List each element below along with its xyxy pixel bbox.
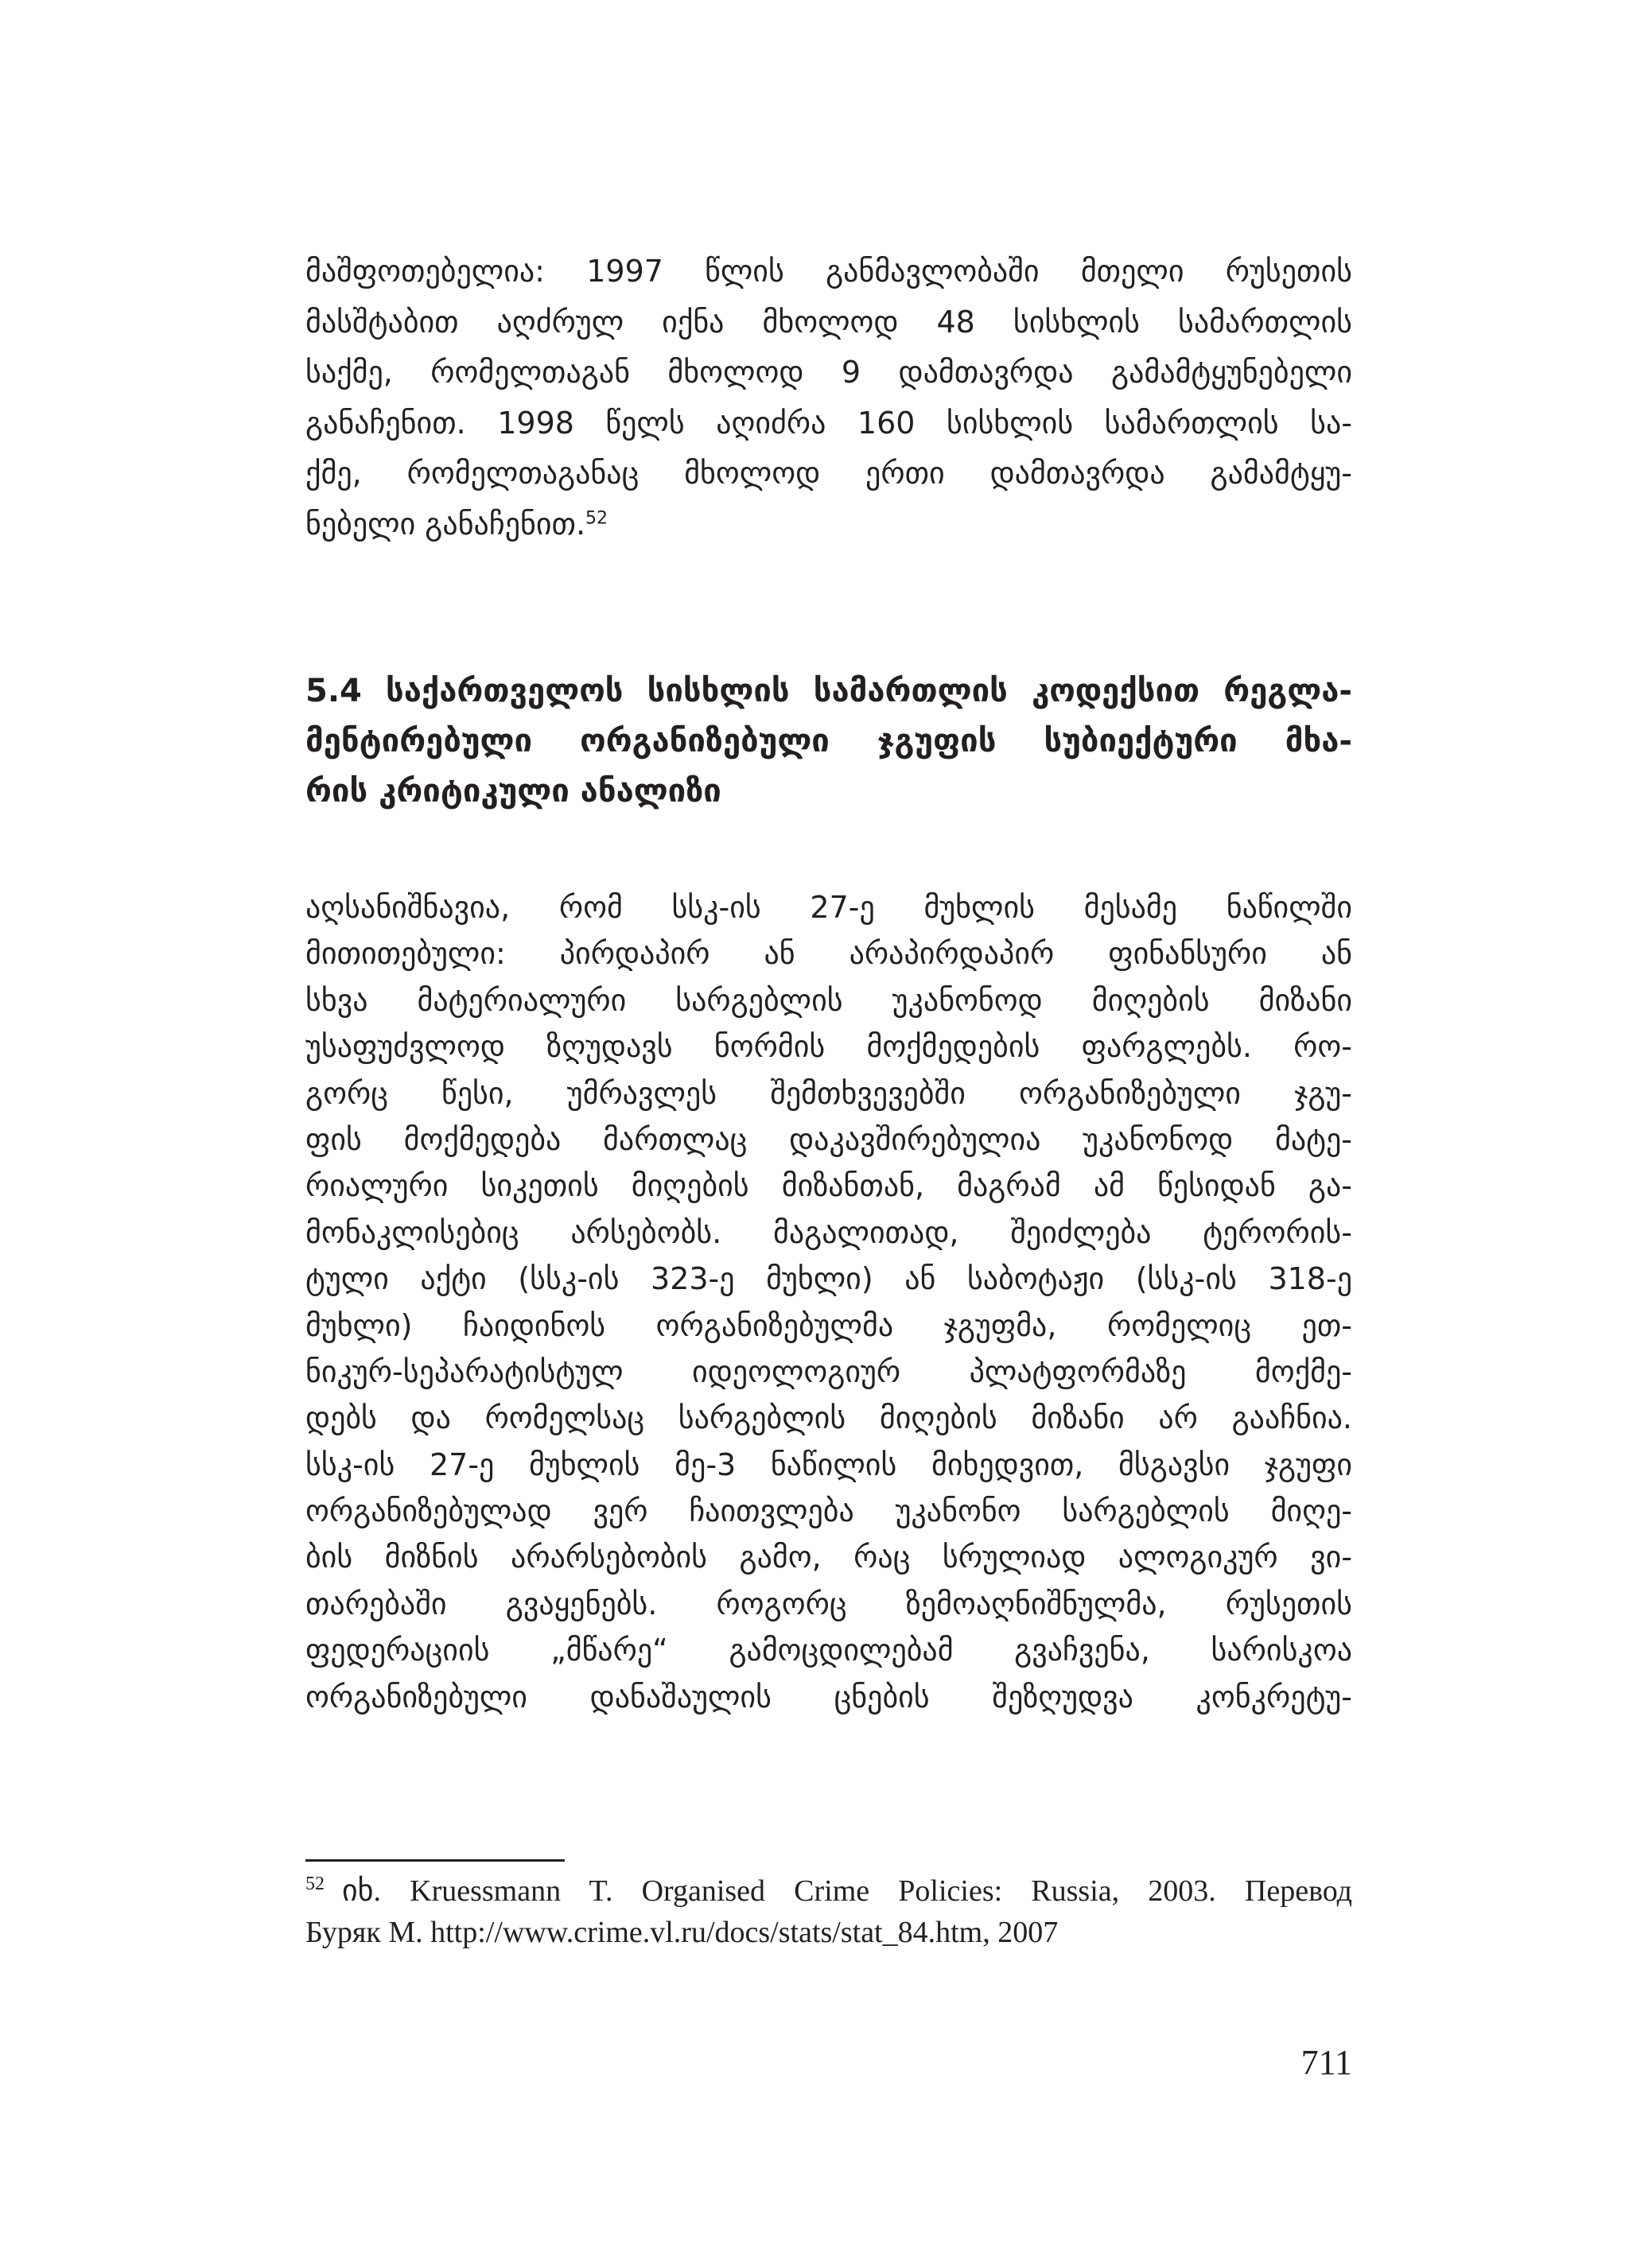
text-line-content: ნებელი განაჩენით. (305, 506, 586, 542)
text-line: მონაკლისებიც არსებობს. მაგალითად, შეიძლება ტერორის- (305, 1214, 1352, 1250)
page-number: 711 (1300, 2043, 1352, 2082)
footnote-line: 52 იხ. Kruessmann T. Organised Crime Policies: Russia, 2003. Перевод (305, 1874, 1352, 1908)
text-line: ფის მოქმედება მართლაც დაკავშირებულია უკანონოდ მატე- (305, 1121, 1352, 1157)
footnote-line[interactable]: Буряк М. http://www.crime.vl.ru/docs/stats/stat_84.htm, 2007 (305, 1916, 1059, 1949)
text-line: ორგანიზებული დანაშაულის ცნების შეზღუდვა კონკრეტუ- (305, 1679, 1352, 1715)
footnote-text: იხ. Kruessmann T. Organised Crime Policies: Russia, 2003. Перевод (342, 1874, 1352, 1908)
text-line: განაჩენით. 1998 წელს აღიძრა 160 სისხლის სამართლის სა- (305, 405, 1352, 441)
text-line: მასშტაბით აღძრულ იქნა მხოლოდ 48 სისხლის სამართლის (305, 304, 1352, 340)
text-line-last (305, 499, 1352, 550)
text-line: გორც წესი, უმრავლეს შემთხვევებში ორგანიზებული ჯგუ- (305, 1075, 1352, 1111)
text-line: მითითებული: პირდაპირ ან არაპირდაპირ ფინანსური ან (305, 936, 1352, 972)
text-line: რიალური სიკეთის მიღების მიზანთან, მაგრამ ამ წესიდან გა- (305, 1168, 1352, 1204)
text-line: დებს და რომელსაც სარგებლის მიღების მიზანი არ გააჩნია. (305, 1400, 1352, 1436)
text-line: ბის მიზნის არარსებობის გამო, რაც სრულიად ალოგიკურ ვი- (305, 1540, 1352, 1575)
text-line: სხვა მატერიალური სარგებლის უკანონოდ მიღების მიზანი (305, 982, 1352, 1018)
text-line: ტული აქტი (სსკ-ის 323-ე მუხლი) ან საბოტაჟი (სსკ-ის 318-ე (305, 1261, 1352, 1297)
heading-line: მენტირებული ორგანიზებული ჯგუფის სუბიექტური მხა- (305, 723, 1352, 759)
text-line: მუხლი) ჩაიდინოს ორგანიზებულმა ჯგუფმა, რომელიც ეთ- (305, 1307, 1352, 1343)
heading-line: რის კრიტიკული ანალიზი (305, 773, 721, 810)
text-line: საქმე, რომელთაგან მხოლოდ 9 დამთავრდა გამამტყუნებელი (305, 355, 1352, 390)
text-line: სსკ-ის 27-ე მუხლის მე-3 ნაწილის მიხედვით, მსგავსი ჯგუფი (305, 1447, 1352, 1482)
footnote-divider (305, 1859, 565, 1862)
text-line: უსაფუძვლოდ ზღუდავს ნორმის მოქმედების ფარგლებს. რო- (305, 1029, 1352, 1065)
paragraph-analysis (305, 884, 1352, 1720)
text-line: ქმე, რომელთაგანაც მხოლოდ ერთი დამთავრდა გამამტყუ- (305, 456, 1352, 491)
paragraph-intro (305, 247, 1352, 550)
footnote (305, 1870, 1352, 1953)
section-heading (305, 666, 1352, 817)
text-line: მაშფოთებელია: 1997 წლის განმავლობაში მთელი რუსეთის (305, 254, 1352, 289)
text-line: აღსანიშნავია, რომ სსკ-ის 27-ე მუხლის მესამე ნაწილში (305, 890, 1352, 925)
text-line: ფედერაციის „მწარე“ გამოცდილებამ გვაჩვენა, სარისკოა (305, 1633, 1352, 1668)
text-line: ნიკურ-სეპარატისტულ იდეოლოგიურ პლატფორმაზე მოქმე- (305, 1353, 1352, 1389)
text-line: ორგანიზებულად ვერ ჩაითვლება უკანონო სარგებლის მიღე- (305, 1493, 1352, 1529)
text-line: თარებაში გვაყენებს. როგორც ზემოაღნიშნულმა, რუსეთის (305, 1586, 1352, 1621)
footnote-reference[interactable]: 52 (585, 507, 608, 528)
heading-line: 5.4 საქართველოს სისხლის სამართლის კოდექსით რეგლა- (305, 673, 1352, 709)
